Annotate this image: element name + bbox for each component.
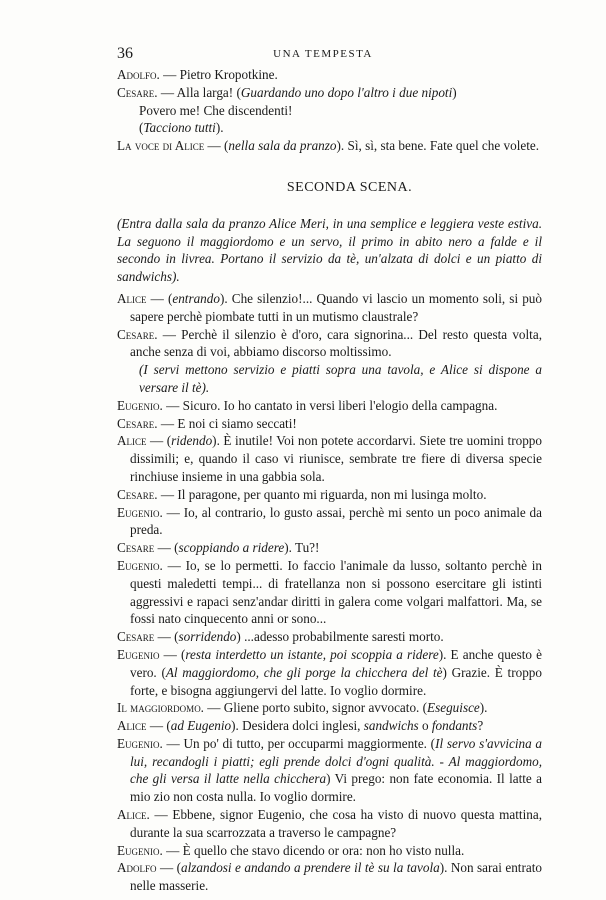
dialogue-line bbox=[117, 84, 542, 102]
stage-direction: Tacciono tutti bbox=[143, 120, 216, 136]
line-text: ( bbox=[139, 120, 144, 136]
stage-direction: resta interdetto un istante, poi scoppia a ridere bbox=[185, 646, 439, 662]
line-text: ) Vi prego: non fate economia. Il latte a mio zio non costa nulla. Io voglio dormire. bbox=[130, 771, 542, 805]
dialogue-line bbox=[117, 628, 542, 646]
dialogue-continuation bbox=[117, 119, 542, 137]
stage-direction-block: (Entra dalla sala da pranzo Alice Meri, in una semplice e leggiera veste estiva. La seguono il maggiordomo e un servo, il primo in abito nero a falde e il secondo in livrea. Portano il servizio da tè, un'alzata di dolci e un piatto di sandwichs). bbox=[117, 215, 542, 285]
speaker: Eugenio. bbox=[117, 504, 163, 520]
stage-direction: Al maggiordomo, che gli porge la chicchera del tè bbox=[165, 664, 443, 680]
line-text: ) Grazie. È troppo forte, e bisogna aggiungervi del latte. Io voglio dormire. bbox=[130, 664, 542, 698]
speaker: Eugenio bbox=[117, 646, 160, 662]
line-text: o bbox=[418, 718, 432, 734]
scene-title: SECONDA SCENA. bbox=[286, 179, 413, 195]
speaker: Cesare bbox=[117, 629, 155, 645]
dialogue-line bbox=[117, 717, 542, 735]
speaker: Alice bbox=[117, 290, 147, 306]
stage-direction: nella sala da pranzo bbox=[228, 138, 337, 154]
speaker: Eugenio. bbox=[117, 842, 163, 858]
dialogue-line bbox=[117, 557, 542, 628]
line-text: — Il paragone, per quanto mi riguarda, non mi lusinga molto. bbox=[157, 486, 487, 502]
dialogue-line bbox=[117, 432, 542, 485]
line-text: — È quello che stavo dicendo or ora: non ho visto nulla. bbox=[162, 842, 465, 858]
line-text: — ( bbox=[146, 290, 173, 306]
line-text: — Un po' di tutto, per occuparmi maggiormente. ( bbox=[162, 735, 436, 751]
line-text: — Sicuro. Io ho cantato in versi liberi l'elogio della campagna. bbox=[162, 397, 498, 413]
dialogue-line bbox=[117, 699, 542, 717]
line-text: — Alla larga! ( bbox=[157, 84, 241, 100]
page-number: 36 bbox=[117, 45, 133, 62]
line-text: — ( bbox=[154, 540, 179, 556]
speaker: Eugenio. bbox=[117, 735, 163, 751]
line-text: ? bbox=[477, 718, 484, 734]
foreign-word: fondants bbox=[431, 718, 478, 734]
speaker: Alice. bbox=[117, 807, 150, 823]
page-body bbox=[117, 66, 542, 895]
stage-direction-block: (I servi mettono servizio e piatti sopra una tavola, e Alice si dispone a versare il tè). bbox=[139, 362, 542, 395]
dialogue-line bbox=[117, 504, 542, 540]
line-text: — ( bbox=[154, 629, 179, 645]
line-text: — ( bbox=[204, 138, 229, 154]
speaker: Cesare. bbox=[117, 326, 158, 342]
line-text: ). bbox=[215, 120, 224, 136]
line-text: — E noi ci siamo seccati! bbox=[157, 415, 297, 431]
line-text: — Pietro Kropotkine. bbox=[159, 67, 278, 82]
dialogue-line bbox=[117, 397, 542, 415]
line-text: ). Che silenzio!... Quando vi lascio un momento soli, si può sapere perchè piombate tutti in un mutismo claustrale? bbox=[130, 290, 542, 324]
line-text: — Perchè il silenzio è d'oro, cara signorina... Del resto questa volta, anche senza di voi, abbiamo discorso moltissimo. bbox=[130, 326, 542, 360]
dialogue-line bbox=[117, 859, 542, 895]
foreign-word: sandwichs bbox=[363, 718, 419, 734]
line-text: — Gliene porto subito, signor avvocato. ( bbox=[203, 700, 428, 716]
stage-direction: scoppiando a ridere bbox=[178, 540, 285, 556]
dialogue-line bbox=[117, 66, 542, 84]
speaker: Adolfo. bbox=[117, 67, 160, 82]
line-text: ) ...adesso probabilmente saresti morto. bbox=[236, 629, 444, 645]
dialogue-line bbox=[117, 842, 542, 860]
dialogue-line bbox=[117, 646, 542, 699]
speaker: Adolfo bbox=[117, 860, 157, 876]
dialogue-continuation bbox=[117, 102, 542, 120]
stage-direction: sorridendo bbox=[178, 629, 237, 645]
speaker: Eugenio. bbox=[117, 557, 163, 573]
line-text: — Ebbene, signor Eugenio, che cosa ha visto di nuovo questa mattina, durante la sua scarrozzata a traverso le campagne? bbox=[130, 807, 542, 840]
line-text: ). È inutile! Voi non potete accordarvi. Siete tre uomini troppo dissimili; e, quando il caso vi riunisce, sembrate tre fiere di diversa specie rinchiuse insieme in una gabbia sola. bbox=[130, 433, 542, 484]
line-text: ). E anche questo è vero. ( bbox=[130, 646, 542, 680]
stage-direction: Eseguisce bbox=[427, 700, 480, 716]
speaker: Il maggiordomo. bbox=[117, 700, 204, 716]
speaker: Alice bbox=[117, 433, 147, 449]
speaker: Eugenio. bbox=[117, 397, 163, 413]
stage-direction: Guardando uno dopo l'altro i due nipoti bbox=[240, 84, 453, 100]
stage-direction: entrando bbox=[172, 290, 220, 306]
stage-direction: alzandosi e andando a prendere il tè su la tavola bbox=[181, 860, 440, 876]
line-text: ). Desidera dolci inglesi, bbox=[231, 718, 364, 734]
dialogue-line bbox=[117, 326, 542, 362]
line-text: — Io, al contrario, lo gusto assai, perchè mi sento un poco animale da preda. bbox=[130, 504, 542, 538]
line-text: ). Non sarai entrato nelle masserie. bbox=[130, 860, 542, 894]
speaker: Cesare. bbox=[117, 415, 158, 431]
speaker: Cesare. bbox=[117, 486, 158, 502]
speaker: Cesare bbox=[117, 540, 155, 556]
dialogue-line bbox=[117, 290, 542, 326]
dialogue-line bbox=[117, 539, 542, 557]
dialogue-line bbox=[117, 806, 542, 842]
line-text: Povero me! Che discendenti! bbox=[139, 102, 293, 118]
speaker: Cesare. bbox=[117, 84, 158, 100]
stage-direction: Il servo s'avvicina a lui, recandogli i piatti; egli prende dolci d'ogni qualità. - Al maggiordomo, che gli versa il latte nella chicchera bbox=[130, 735, 542, 787]
dialogue-line bbox=[117, 735, 542, 806]
line-text: ). Sì, sì, sta bene. Fate quel che volete. bbox=[336, 138, 540, 154]
line-text: ) bbox=[452, 84, 457, 100]
line-text: — ( bbox=[146, 718, 171, 734]
line-text: — ( bbox=[146, 433, 172, 449]
dialogue-line bbox=[117, 415, 542, 433]
speaker: Alice bbox=[117, 718, 147, 734]
dialogue-line bbox=[117, 137, 542, 155]
running-title: UNA TEMPESTA bbox=[273, 48, 373, 60]
speaker: La voce di Alice bbox=[117, 138, 205, 154]
line-text: — ( bbox=[159, 646, 186, 662]
line-text: ). Tu?! bbox=[284, 540, 320, 556]
line-text: ). bbox=[479, 700, 488, 716]
line-text: — Io, se lo permetti. Io faccio l'animale da lusso, soltanto perchè in questi maledetti tempi... di fratellanza non si possono esercitare gli istinti aggressivi e rapaci senz'andar diritti in galera come volgari malfattori. Ma, se fossi nato cinquecento anni or sono... bbox=[130, 557, 542, 627]
stage-direction: ad Eugenio bbox=[170, 718, 232, 734]
dialogue-line bbox=[117, 486, 542, 504]
stage-direction: ridendo bbox=[171, 433, 213, 449]
line-text: — ( bbox=[156, 860, 182, 876]
